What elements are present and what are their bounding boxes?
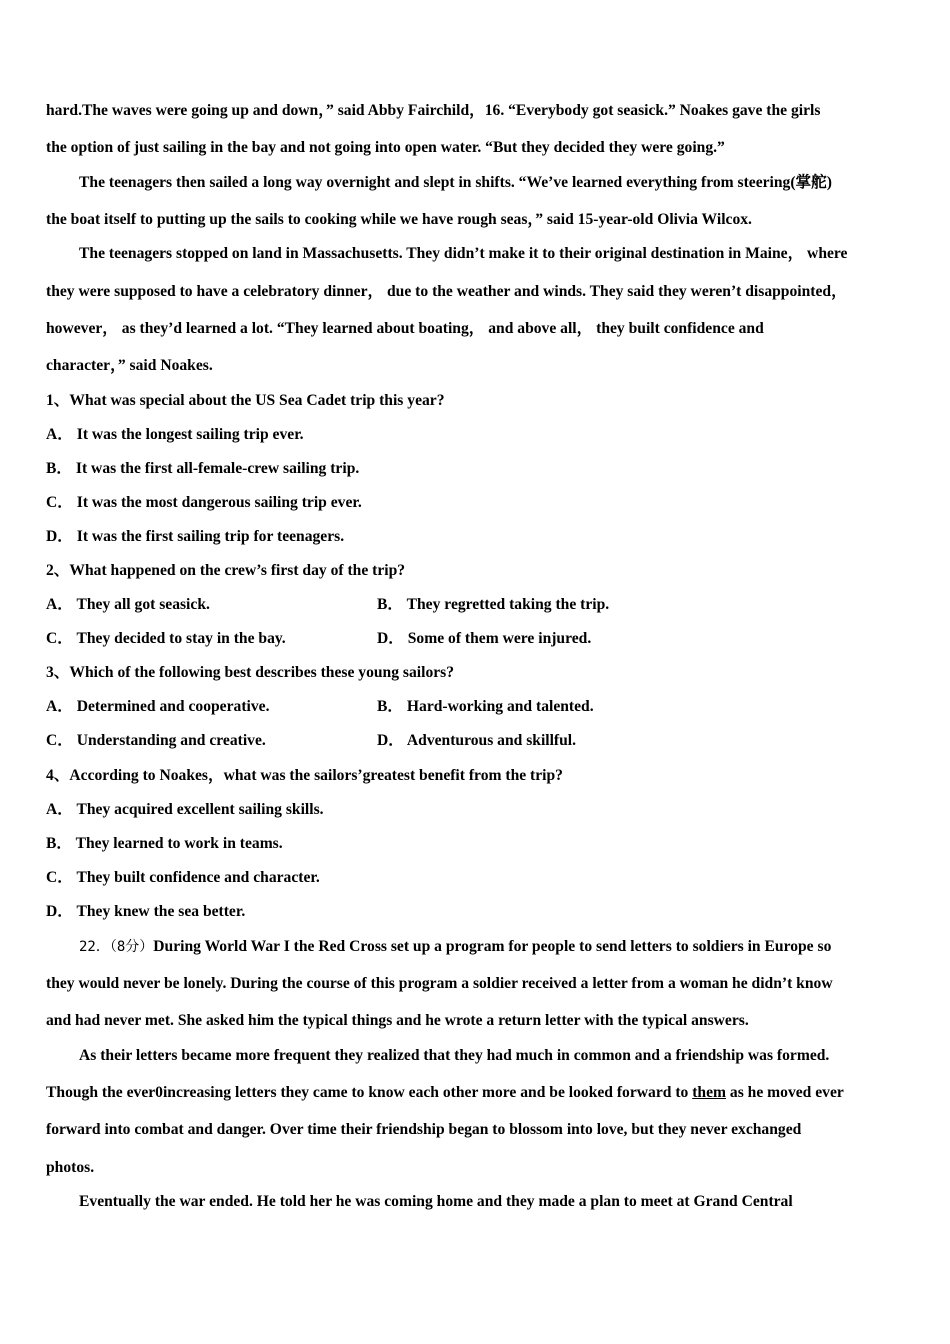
question2-option-c: C． They decided to stay in the bay. xyxy=(46,630,286,647)
question4-option-b: B． They learned to work in teams. xyxy=(46,835,283,852)
question4-option-a: A． They acquired excellent sailing skills. xyxy=(46,801,324,818)
question-number: 22．（8分） xyxy=(79,939,154,955)
question1-option-d: D． It was the first sailing trip for teenagers. xyxy=(46,528,345,545)
passage2-p1-line1 xyxy=(79,937,831,957)
question3-option-a: A． Determined and cooperative. xyxy=(46,698,270,715)
passage1-p2-line2: the boat itself to putting up the sails to cooking while we have rough seas，” said 15-year-old Olivia Wilcox. xyxy=(46,211,752,228)
passage2-p1-line2: they would never be lonely. During the course of this program a soldier received a letter from a woman he didn’t know xyxy=(46,975,833,992)
passage2-p2-line4: photos. xyxy=(46,1159,95,1176)
passage1-p3-line3: however， as they’d learned a lot. “They learned about boating， and above all， they built confidence and xyxy=(46,320,764,337)
question1-option-a: A． It was the longest sailing trip ever. xyxy=(46,426,304,443)
underlined-word-them: them xyxy=(692,1084,726,1101)
passage2-p2-line2 xyxy=(46,1083,844,1103)
question2-option-d: D． Some of them were injured. xyxy=(377,630,592,647)
passage1-p3-line4: character，” said Noakes. xyxy=(46,357,213,374)
question1-option-b: B． It was the first all-female-crew sailing trip. xyxy=(46,460,360,477)
question3-option-d: D． Adventurous and skillful. xyxy=(377,732,577,749)
question2-option-a: A． They all got seasick. xyxy=(46,596,210,613)
question1-option-c: C． It was the most dangerous sailing trip ever. xyxy=(46,494,362,511)
question1-stem: 1、What was special about the US Sea Cadet trip this year? xyxy=(46,392,445,409)
passage2-p3-line1: Eventually the war ended. He told her he was coming home and they made a plan to meet at Grand Central xyxy=(79,1193,793,1210)
passage1-p3-line2: they were supposed to have a celebratory dinner， due to the weather and winds. They said they weren’t disappointed， xyxy=(46,283,847,300)
passage2-p2-line2-before: Though the ever0increasing letters they came to know each other more and be looked forward to xyxy=(46,1084,693,1101)
question3-option-c: C． Understanding and creative. xyxy=(46,732,266,749)
question4-stem: 4、According to Noakes，what was the sailors’greatest benefit from the trip? xyxy=(46,767,563,784)
passage1-p2-line1: The teenagers then sailed a long way overnight and slept in shifts. “We’ve learned everything from steering(掌舵) xyxy=(79,174,832,191)
question4-option-c: C． They built confidence and character. xyxy=(46,869,320,886)
question2-option-b: B． They regretted taking the trip. xyxy=(377,596,610,613)
question4-option-d: D． They knew the sea better. xyxy=(46,903,246,920)
passage1-p1-line1: hard.The waves were going up and down，” said Abby Fairchild，16. “Everybody got seasick.” Noakes gave the girls xyxy=(46,102,821,119)
passage1-p1-line2: the option of just sailing in the bay and not going into open water. “But they decided they were going.” xyxy=(46,139,725,156)
passage2-p2-line1: As their letters became more frequent they realized that they had much in common and a friendship was formed. xyxy=(79,1047,830,1064)
question3-option-b: B． Hard-working and talented. xyxy=(377,698,594,715)
question3-stem: 3、Which of the following best describes these young sailors? xyxy=(46,664,455,681)
passage2-p1-line3: and had never met. She asked him the typical things and he wrote a return letter with the typical answers. xyxy=(46,1012,749,1029)
question2-stem: 2、What happened on the crew’s first day of the trip? xyxy=(46,562,406,579)
passage2-p1-line1-text: During World War I the Red Cross set up a program for people to send letters to soldiers in Europe so xyxy=(153,938,832,955)
passage2-p2-line2-after: as he moved ever xyxy=(726,1084,844,1101)
passage2-p2-line3: forward into combat and danger. Over time their friendship began to blossom into love, but they never exchanged xyxy=(46,1121,802,1138)
passage1-p3-line1: The teenagers stopped on land in Massachusetts. They didn’t make it to their original destination in Maine， where xyxy=(79,245,848,262)
